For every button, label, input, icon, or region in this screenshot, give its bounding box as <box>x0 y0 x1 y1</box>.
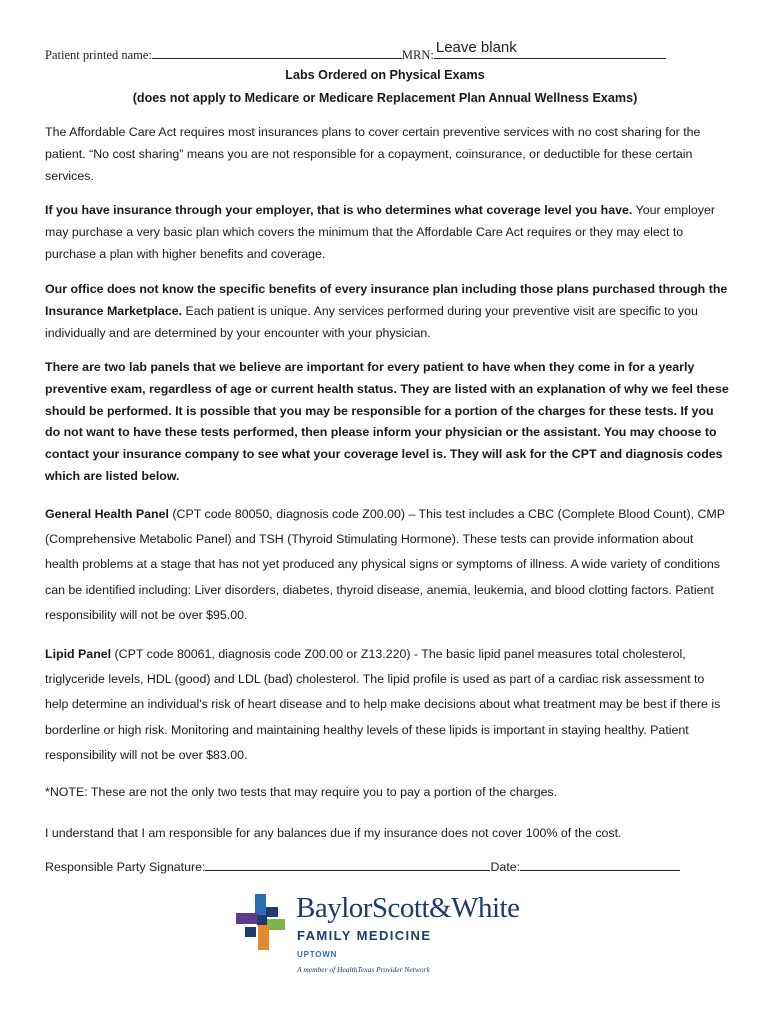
note-paragraph: *NOTE: These are not the only two tests that may require you to pay a portion of the charges. <box>45 785 558 799</box>
signature-row <box>45 858 680 874</box>
general-health-panel-paragraph <box>45 502 730 628</box>
employer-paragraph <box>45 200 730 265</box>
panels-paragraph <box>45 357 730 488</box>
ghp-text: (CPT code 80050, diagnosis code Z00.00) – This test includes a CBC (Complete Blood Count), CMP (Comprehensive Metabolic Panel) and TSH (Thyroid Stimulating Hormone). These tests can provide information about health problems at a stage that has not yet produced any physical signs or symptoms of illness. A wide variety of conditions can be identified including: Liver disorders, diabetes, thyroid disease, anemia, leukemia, and blood clotting factors. Patient responsibility will not be over $95.00. <box>45 507 725 622</box>
cross-logo-icon <box>236 894 290 950</box>
lipid-bold-text: Lipid Panel <box>45 647 112 661</box>
ghp-bold-text: General Health Panel <box>45 507 169 521</box>
baylor-scott-white-logo <box>236 892 546 992</box>
employer-text: Your employer may purchase a very basic plan which covers the minimum that the Affordable Care Act requires or they may elect to purchase a plan with higher benefits and coverage. <box>45 203 716 261</box>
office-text: Each patient is unique. Any services performed during your preventive visit are specific to you individually and are determined by your encounter with your physician. <box>45 303 698 340</box>
aca-paragraph: The Affordable Care Act requires most insurances plans to cover certain preventive services with no cost sharing for the patient. “No cost sharing” means you are not responsible for a copayment, coinsurance, or deductible for these certain services. <box>45 125 701 183</box>
patient-header <box>45 39 666 63</box>
mrn-label: MRN: <box>401 48 434 62</box>
signature-label: Responsible Party Signature: <box>45 860 206 874</box>
brand-member-tagline: A member of HealthTexas Provider Network <box>297 965 430 974</box>
office-bold-text: Our office does not know the specific benefits of every insurance plan including those plans purchased through the Insurance Marketplace. <box>45 282 728 318</box>
mrn-value: Leave blank <box>435 39 517 56</box>
brand-subtitle: FAMILY MEDICINE <box>297 928 432 943</box>
understand-paragraph: I understand that I am responsible for any balances due if my insurance does not cover 100% of the cost. <box>45 826 622 840</box>
brand-name: BaylorScott&White <box>296 892 520 924</box>
mrn-field[interactable] <box>434 39 666 59</box>
brand-location: UPTOWN <box>297 950 338 959</box>
office-paragraph <box>45 279 730 344</box>
document-title: Labs Ordered on Physical Exams <box>285 68 485 82</box>
document-subtitle: (does not apply to Medicare or Medicare Replacement Plan Annual Wellness Exams) <box>132 91 638 105</box>
date-field[interactable] <box>520 858 680 871</box>
lipid-panel-paragraph <box>45 642 730 768</box>
signature-field[interactable] <box>205 858 490 871</box>
lipid-text: (CPT code 80061, diagnosis code Z00.00 or Z13.220) - The basic lipid panel measures total cholesterol, triglyceride levels, HDL (good) and LDL (bad) cholesterol. The lipid profile is used as part of a cardiac risk assessment to help determine an individual's risk of heart disease and to help make decisions about what treatment may be best if there is borderline or high risk. Monitoring and maintaining healthy levels of these lipids is important in staying healthy. Patient responsibility will not be over $83.00. <box>45 647 721 762</box>
date-label: Date: <box>490 860 521 874</box>
patient-name-label: Patient printed name: <box>45 48 152 62</box>
patient-name-field[interactable] <box>152 46 402 59</box>
employer-bold-text: If you have insurance through your employer, that is who determines what coverage level you have. <box>45 203 633 217</box>
panels-bold-text: There are two lab panels that we believe are important for every patient to have when they come in for a yearly preventive exam, regardless of age or current health status. They are listed with an explanation of why we feel these should be performed. It is possible that you may be responsible for a portion of the charges for these tests. If you do not want to have these tests performed, then please inform your physician or the assistant. You may choose to contact your insurance company to see what your coverage level is. They will ask for the CPT and diagnosis codes which are listed below. <box>45 360 729 483</box>
